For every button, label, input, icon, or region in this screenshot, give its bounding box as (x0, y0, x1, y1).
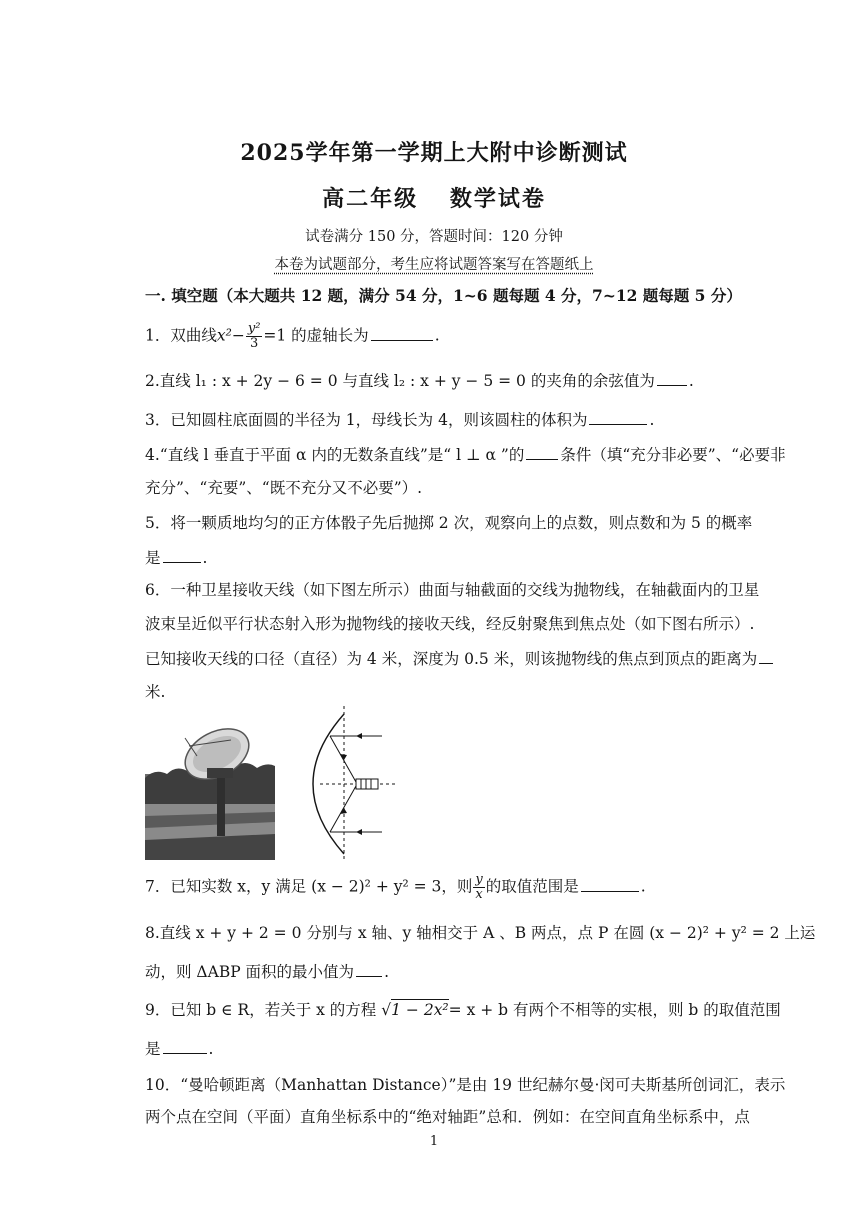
exam-title: 2025学年第一学期上大附中诊断测试 (240, 140, 628, 166)
q5-line1: 5．将一颗质地均匀的正方体骰子先后抛掷 2 次，观察向上的点数，则点数和为 5 的概率 (145, 514, 753, 532)
q3-text: 3．已知圆柱底面圆的半径为 1，母线长为 4，则该圆柱的体积为 (145, 411, 588, 429)
q4-line1-end: 条件（填“充分非必要”、“必要非 (560, 446, 786, 464)
question-6-line2 (145, 614, 755, 634)
question-10 (145, 1075, 786, 1095)
satellite-dish-photo (145, 716, 275, 860)
question-9: 9．已知 b ∈ R，若关于 x 的方程 √1 − 2x²= x + b 有两个不相等的实根，则 b 的取值范围 (145, 1001, 781, 1019)
q2-end: . (688, 372, 694, 390)
q7-answer-blank[interactable] (581, 876, 639, 892)
q10-line1: 10．“曼哈顿距离（Manhattan Distance）”是由 19 世纪赫尔曼·闵可夫斯基所创词汇，表示 (145, 1076, 786, 1094)
exam-info: 试卷满分 150 分，答题时间：120 分钟 (305, 229, 563, 245)
q6-answer-blank[interactable] (759, 648, 773, 664)
question-8 (145, 923, 816, 943)
q7-end: . (640, 877, 646, 896)
question-5 (145, 513, 753, 533)
question-9-cont (145, 1038, 735, 1059)
q2-text: 2.直线 l₁ : x + 2y − 6 = 0 与直线 l₂ : x + y − 5 = 0 的夹角的余弦值为 (145, 372, 655, 390)
q1-pre: 1．双曲线 (145, 326, 217, 345)
q3-answer-blank[interactable] (589, 409, 647, 425)
question-1 (145, 322, 735, 351)
exam-subtitle: 高二年级 数学试卷 (322, 186, 546, 212)
q1-frac-den: 3 (249, 336, 259, 351)
q7-fraction (473, 873, 484, 902)
q1-x2: x² (216, 326, 232, 345)
q8-answer-blank[interactable] (356, 961, 382, 977)
q3-end: . (649, 411, 655, 429)
q9-line1-post: = x + b 有两个不相等的实根，则 b 的取值范围 (448, 1001, 781, 1019)
question-6-line4 (145, 682, 735, 702)
q1-fraction (246, 322, 263, 351)
section-heading: 一. 填空题（本大题共 12 题，满分 54 分，1~6 题每题 4 分，7~12 题每题 5 分） (145, 286, 742, 305)
q4-line1: 4.“直线 l 垂直于平面 α 内的无数条直线”是“ l ⊥ α ”的 (145, 446, 525, 464)
q8-line2: 动，则 ΔABP 面积的最小值为 (145, 963, 355, 981)
q1-frac-num: y² (247, 321, 261, 336)
q6-line2: 波束呈近似平行状态射入形为抛物线的接收天线，经反射聚焦到焦点处（如下图右所示）. (145, 615, 755, 633)
q5-line2: 是 (145, 549, 161, 567)
q6-line3: 已知接收天线的口径（直径）为 4 米，深度为 0.5 米，则该抛物线的焦点到顶点的距离为 (145, 650, 758, 668)
q1-end: . (434, 326, 440, 345)
page-number: 1 (429, 1134, 439, 1149)
q2-answer-blank[interactable] (657, 370, 687, 386)
question-6 (145, 580, 760, 600)
q1-post: =1 的虚轴长为 (263, 326, 369, 345)
exam-note-text: 本卷为试题部分，考生应将试题答案写在答题纸上 (274, 257, 594, 273)
q5-end: . (202, 549, 208, 567)
q6-line1: 6．一种卫星接收天线（如下图左所示）曲面与轴截面的交线为抛物线，在轴截面内的卫星 (145, 581, 760, 599)
parabola-focus-diagram (298, 704, 408, 864)
q10-line2: 两个点在空间（平面）直角坐标系中的“绝对轴距”总和．例如：在空间直角坐标系中，点 (145, 1108, 750, 1126)
q8-line1: 8.直线 x + y + 2 = 0 分别与 x 轴、y 轴相交于 A 、B 两点，点 P 在圆 (x − 2)² + y² = 2 上运 (145, 924, 816, 942)
exam-note (0, 253, 868, 274)
q6-line4: 米. (145, 683, 166, 701)
q7-frac-den: x (475, 887, 483, 902)
q9-radicand: 1 − 2x² (391, 1001, 449, 1019)
q8-end: . (384, 963, 389, 981)
q4-answer-blank[interactable] (526, 444, 558, 460)
q9-end: . (208, 1040, 214, 1058)
question-7 (145, 873, 735, 902)
question-8-cont (145, 961, 735, 982)
q4-line2: 充分”、“充要”、“既不充分又不必要”）. (145, 479, 423, 497)
q9-answer-blank[interactable] (163, 1038, 207, 1054)
q7-pre: 7．已知实数 x，y 满足 (x − 2)² + y² = 3，则 (145, 877, 473, 896)
question-3 (145, 409, 735, 430)
q1-answer-blank[interactable] (371, 325, 433, 341)
question-4 (145, 444, 786, 465)
q7-frac-num: y (475, 872, 483, 887)
question-2 (145, 370, 735, 391)
question-6-line3 (145, 648, 758, 669)
question-10-cont (145, 1107, 750, 1127)
question-4-cont (145, 478, 735, 498)
question-5-cont (145, 547, 735, 568)
q5-answer-blank[interactable] (163, 547, 201, 563)
q9-line1-pre: 9．已知 b ∈ R，若关于 x 的方程 (145, 1001, 377, 1019)
q9-line2: 是 (145, 1040, 161, 1058)
q7-post: 的取值范围是 (485, 877, 579, 896)
q1-minus: − (231, 326, 245, 345)
